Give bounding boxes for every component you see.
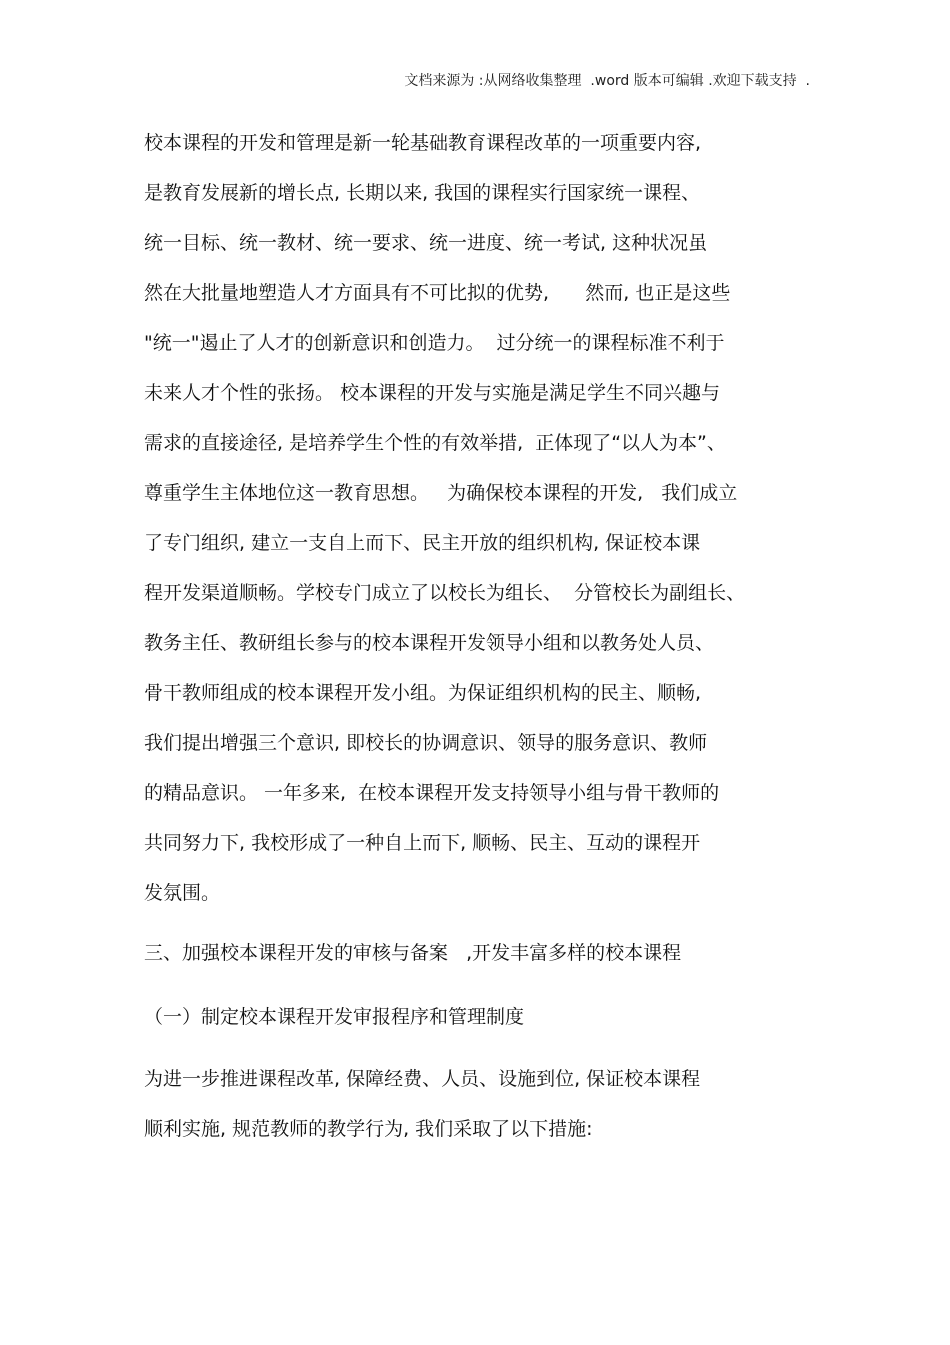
text-line: 了专门组织, 建立一支自上而下、民主开放的组织机构, 保证校本课: [144, 532, 701, 554]
text-line: 统一目标、统一教材、统一要求、统一进度、统一考试, 这种状况虽: [144, 232, 708, 254]
text-line: 教务主任、教研组长参与的校本课程开发领导小组和以教务处人员、: [144, 632, 715, 654]
text-line: 发氛围。: [144, 882, 221, 904]
text-line: 尊重学生主体地位这一教育思想。 为确保校本课程的开发, 我们成立: [144, 482, 738, 504]
subsection-heading: （一）制定校本课程开发审报程序和管理制度: [144, 1006, 525, 1028]
paragraph-main: [144, 128, 824, 928]
paragraph-measures: [144, 1064, 824, 1164]
text-line: 我们提出增强三个意识, 即校长的协调意识、领导的服务意识、教师: [144, 732, 708, 754]
text-line: 是教育发展新的增长点, 长期以来, 我国的课程实行国家统一课程、: [144, 182, 701, 204]
text-line: 校本课程的开发和管理是新一轮基础教育课程改革的一项重要内容,: [144, 132, 702, 154]
text-line: 程开发渠道顺畅。学校专门成立了以校长为组长、 分管校长为副组长、: [144, 582, 746, 604]
text-line: 顺利实施, 规范教师的教学行为, 我们采取了以下措施:: [144, 1118, 593, 1140]
text-line: 然在大批量地塑造人才方面具有不可比拟的优势, 然而, 也正是这些: [144, 282, 731, 304]
text-line: 为进一步推进课程改革, 保障经费、人员、设施到位, 保证校本课程: [144, 1068, 701, 1090]
text-line: "统一"遏止了人才的创新意识和创造力。 过分统一的课程标准不利于: [144, 332, 725, 354]
text-line: 骨干教师组成的校本课程开发小组。为保证组织机构的民主、顺畅,: [144, 682, 702, 704]
text-line: 共同努力下, 我校形成了一种自上而下, 顺畅、民主、互动的课程开: [144, 832, 701, 854]
text-line: 需求的直接途径, 是培养学生个性的有效举措, 正体现了“以人为本”、: [144, 432, 726, 454]
text-line: 的精品意识。 一年多来, 在校本课程开发支持领导小组与骨干教师的: [144, 782, 720, 804]
page-header-note: 文档来源为 :从网络收集整理 .word 版本可编辑 .欢迎下载支持 .: [404, 73, 810, 89]
section-heading: 三、加强校本课程开发的审核与备案 ,开发丰富多样的校本课程: [144, 942, 682, 964]
text-line: 未来人才个性的张扬。 校本课程的开发与实施是满足学生不同兴趣与: [144, 382, 721, 404]
